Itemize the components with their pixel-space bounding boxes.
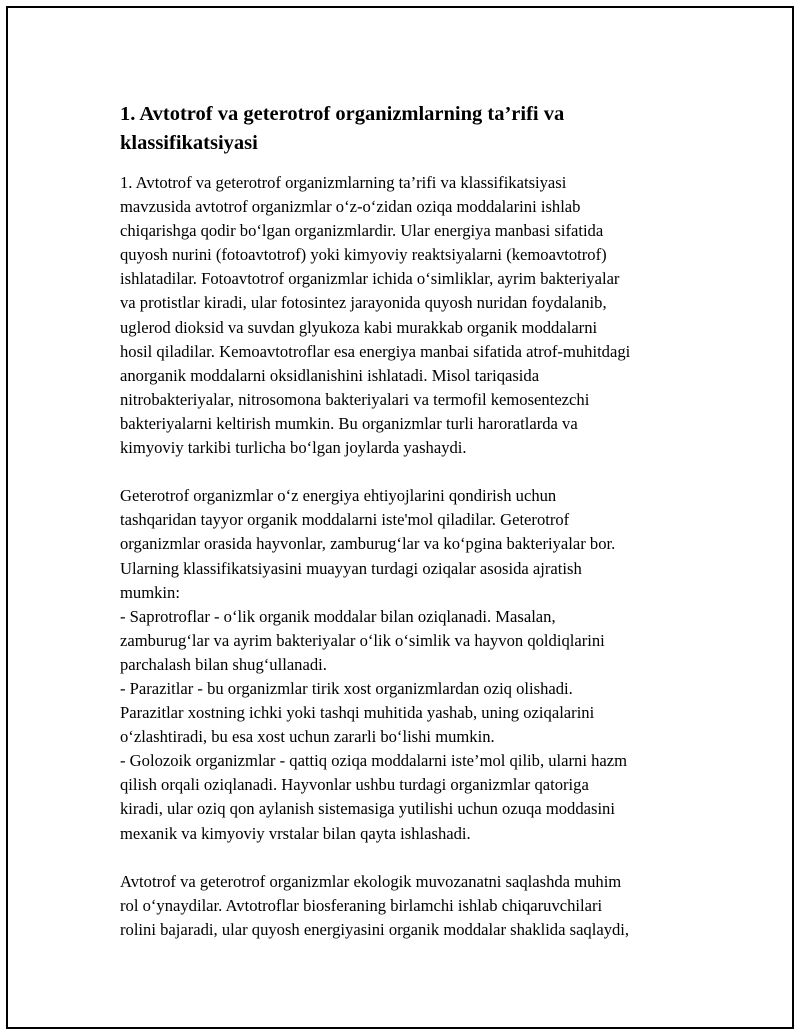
text-line: - Saprotroflar - o‘lik organik moddalar bilan oziqlanadi. Masalan,	[120, 606, 556, 626]
text-line: Geterotrof organizmlar o‘z energiya ehtiyojlarini qondirish uchun	[120, 486, 557, 506]
text-line: qilish orqali oziqlanadi. Hayvonlar ushbu turdagi organizmlar qatoriga	[120, 775, 589, 795]
text-line: anorganik moddalarni oksidlanishini ishlatadi. Misol tariqasida	[120, 365, 540, 385]
text-line: - Parazitlar - bu organizmlar tirik xost organizmlardan oziq olishadi.	[120, 678, 573, 698]
text-line: quyosh nurini (fotoavtotrof) yoki kimyoviy reaktsiyalarni (kemoavtotrof)	[120, 245, 607, 265]
heading-line: 1. Avtotrof va geterotrof organizmlarning ta’rifi va	[120, 103, 565, 125]
paragraph-autotrophs	[120, 171, 700, 460]
text-line: uglerod dioksid va suvdan glyukoza kabi murakkab organik moddalarni	[120, 317, 598, 337]
paragraph-ecological-balance	[120, 870, 700, 942]
text-line: kiradi, ular oziq qon aylanish sistemasiga yutilishi uchun ozuqa moddasini	[120, 799, 615, 819]
text-line: nitrobakteriyalar, nitrosomona bakteriyalari va termofil kemosentezchi	[120, 389, 590, 409]
document-body	[120, 100, 700, 966]
text-line: Parazitlar xostning ichki yoki tashqi muhitida yashab, uning oziqalarini	[120, 703, 595, 723]
text-line: Ularning klassifikatsiyasini muayyan turdagi oziqalar asosida ajratish	[120, 558, 582, 578]
heading-line: klassifikatsiyasi	[120, 132, 258, 154]
text-line: o‘zlashtiradi, bu esa xost uchun zararli bo‘lishi mumkin.	[120, 727, 495, 747]
text-line: ishlatadilar. Fotoavtotrof organizmlar ichida o‘simliklar, ayrim bakteriyalar	[120, 269, 620, 289]
document-heading	[120, 100, 700, 158]
text-line: va protistlar kiradi, ular fotosintez jarayonida quyosh nuridan foydalanib,	[120, 293, 607, 313]
page-frame	[6, 6, 794, 1029]
text-line: 1. Avtotrof va geterotrof organizmlarning ta’rifi va klassifikatsiyasi	[120, 173, 567, 192]
text-line: mumkin:	[120, 582, 180, 602]
text-line: zamburug‘lar va ayrim bakteriyalar o‘lik o‘simlik va hayvon qoldiqlarini	[120, 630, 605, 650]
text-line: bakteriyalarni keltirish mumkin. Bu organizmlar turli haroratlarda va	[120, 413, 578, 433]
text-line: hosil qiladilar. Kemoavtotroflar esa energiya manbai sifatida atrof-muhitdagi	[120, 341, 631, 361]
text-line: rolini bajaradi, ular quyosh energiyasini organik moddalar shaklida saqlaydi,	[120, 919, 630, 939]
text-line: chiqarishga qodir bo‘lgan organizmlardir. Ular energiya manbasi sifatida	[120, 221, 604, 241]
text-line: tashqaridan tayyor organik moddalarni iste'mol qiladilar. Geterotrof	[120, 510, 570, 530]
text-line: Avtotrof va geterotrof organizmlar ekologik muvozanatni saqlashda muhim	[120, 871, 622, 891]
text-line: mavzusida avtotrof organizmlar o‘z-o‘zidan oziqa moddalarini ishlab	[120, 197, 581, 217]
text-line: kimyoviy tarkibi turlicha bo‘lgan joylarda yashaydi.	[120, 438, 467, 458]
text-line: parchalash bilan shug‘ullanadi.	[120, 654, 327, 674]
text-line: - Golozoik organizmlar - qattiq oziqa moddalarni iste’mol qilib, ularni hazm	[120, 751, 628, 771]
paragraph-heterotrophs	[120, 484, 700, 845]
text-line: organizmlar orasida hayvonlar, zamburug‘lar va ko‘pgina bakteriyalar bor.	[120, 534, 616, 554]
text-line: mexanik va kimyoviy vrstalar bilan qayta ishlashadi.	[120, 823, 471, 843]
text-line: rol o‘ynaydilar. Avtotroflar biosferaning birlamchi ishlab chiqaruvchilari	[120, 895, 603, 915]
